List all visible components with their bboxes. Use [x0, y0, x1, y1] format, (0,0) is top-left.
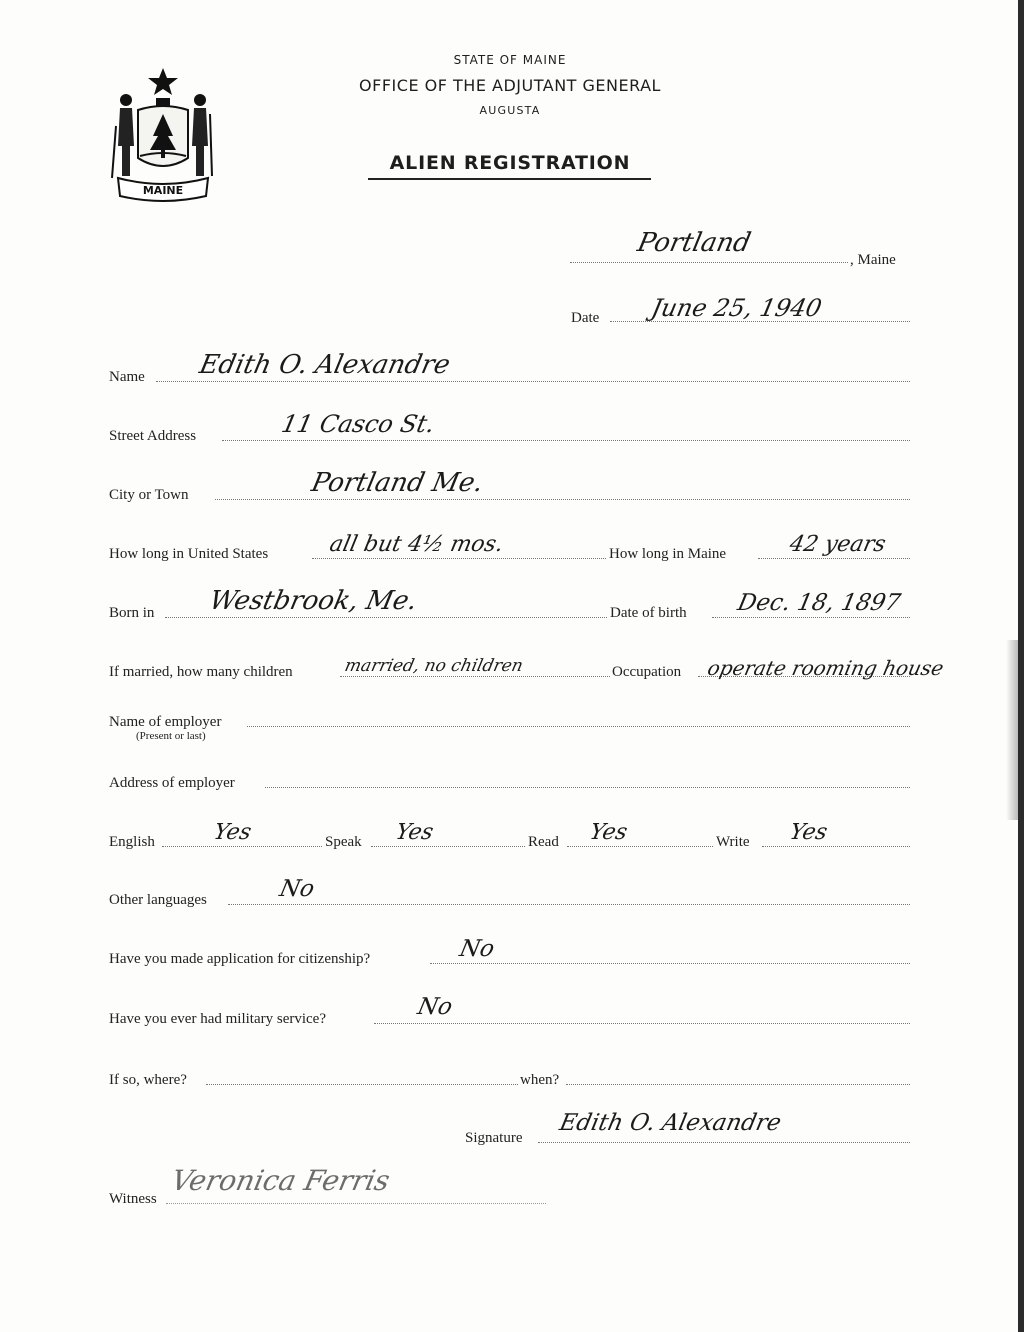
born-in-label: Born in [109, 605, 155, 621]
form-title: ALIEN REGISTRATION [389, 152, 631, 174]
children-value[interactable]: married, no children [342, 656, 525, 676]
city-line [215, 499, 910, 500]
street-value[interactable]: 11 Casco St. [279, 410, 438, 438]
date-of-birth-value[interactable]: Dec. 18, 1897 [735, 590, 903, 616]
occupation-value[interactable]: operate rooming house [705, 656, 946, 680]
born-in-line [165, 617, 607, 618]
speak-label: Speak [325, 834, 362, 850]
street-label: Street Address [109, 428, 197, 444]
header-city: AUGUSTA [479, 104, 541, 117]
speak-line [371, 846, 525, 847]
citizenship-line [430, 963, 910, 964]
state-seal-icon [110, 66, 216, 202]
signature-line [538, 1142, 910, 1143]
english-label: English [109, 834, 155, 850]
how-long-us-line [312, 558, 606, 559]
english-line [162, 846, 322, 847]
english-value[interactable]: Yes [211, 820, 254, 845]
seal-text: MAINE [142, 184, 184, 197]
witness-value[interactable]: Veronica Ferris [168, 1164, 393, 1197]
military-label: Have you ever had military service? [109, 1011, 326, 1027]
witness-line [166, 1203, 546, 1204]
date-label: Date [571, 310, 600, 326]
how-long-maine-label: How long in Maine [609, 546, 727, 562]
date-value[interactable]: June 25, 1940 [649, 294, 825, 322]
title-underline [368, 178, 651, 180]
military-line [374, 1023, 910, 1024]
employer-address-label: Address of employer [109, 775, 235, 791]
write-value[interactable]: Yes [787, 820, 830, 845]
read-line [567, 846, 713, 847]
city-value[interactable]: Portland Me. [308, 468, 486, 498]
read-value[interactable]: Yes [587, 820, 630, 845]
military-value[interactable]: No [415, 994, 455, 1020]
write-label: Write [716, 834, 750, 850]
scan-edge [1018, 0, 1024, 1332]
how-long-us-value[interactable]: all but 4½ mos. [327, 532, 506, 557]
citizenship-label: Have you made application for citizenship? [109, 951, 371, 967]
read-label: Read [528, 834, 559, 850]
scan-shadow [1006, 640, 1018, 820]
when-label: when? [520, 1072, 560, 1088]
employer-name-label: Name of employer [109, 714, 222, 730]
how-long-maine-value[interactable]: 42 years [787, 532, 889, 557]
born-in-value[interactable]: Westbrook, Me. [206, 586, 420, 616]
other-languages-label: Other languages [109, 892, 207, 908]
name-line [156, 381, 910, 382]
name-label: Name [109, 369, 145, 385]
where-line[interactable] [206, 1084, 518, 1085]
how-long-maine-line [758, 558, 910, 559]
occupation-label: Occupation [612, 664, 682, 680]
name-value[interactable]: Edith O. Alexandre [196, 350, 453, 380]
other-languages-line [228, 904, 910, 905]
write-line [762, 846, 910, 847]
where-label: If so, where? [109, 1072, 187, 1088]
place-line [570, 262, 848, 263]
signature-label: Signature [465, 1130, 523, 1146]
street-line [222, 440, 910, 441]
employer-name-sublabel: (Present or last) [136, 730, 206, 742]
city-label: City or Town [109, 487, 189, 503]
signature-value[interactable]: Edith O. Alexandre [557, 1110, 784, 1136]
header-office: OFFICE OF THE ADJUTANT GENERAL [359, 76, 661, 95]
children-label: If married, how many children [109, 664, 293, 680]
other-languages-value[interactable]: No [277, 876, 317, 902]
place-value[interactable]: Portland [634, 228, 754, 258]
date-of-birth-line [712, 617, 910, 618]
speak-value[interactable]: Yes [393, 820, 436, 845]
how-long-us-label: How long in United States [109, 546, 269, 562]
when-line[interactable] [566, 1084, 910, 1085]
place-suffix: , Maine [850, 252, 896, 268]
witness-label: Witness [109, 1191, 157, 1207]
date-of-birth-label: Date of birth [610, 605, 687, 621]
header-state: STATE OF MAINE [453, 53, 567, 67]
children-line [340, 676, 610, 677]
citizenship-value[interactable]: No [457, 936, 497, 962]
employer-name-line[interactable] [247, 726, 910, 727]
employer-address-line[interactable] [265, 787, 910, 788]
